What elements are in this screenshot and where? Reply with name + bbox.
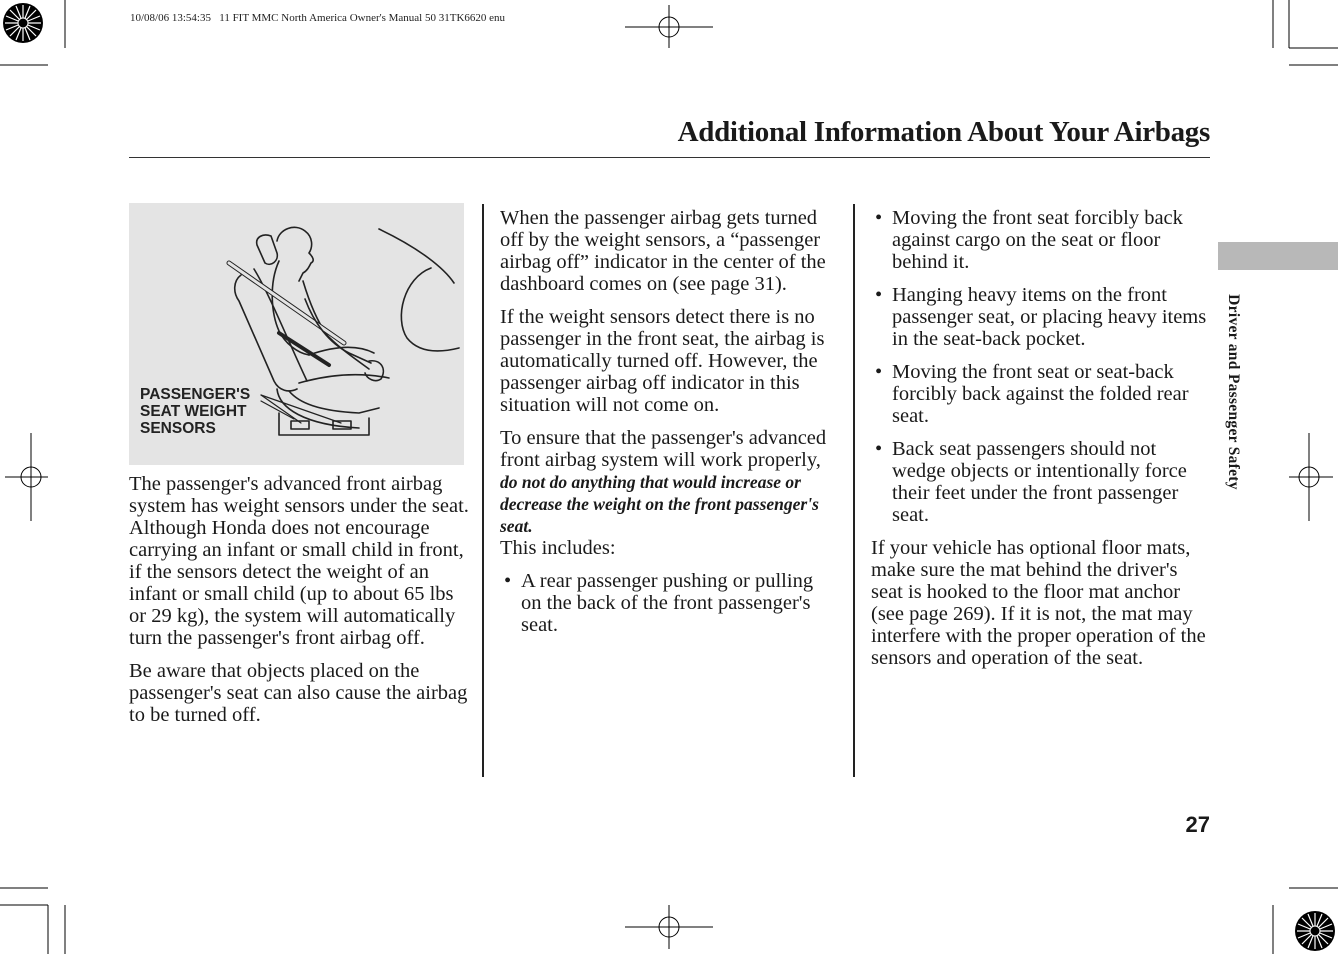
body-paragraph: If your vehicle has optional floor mats, make sure the mat behind the driver's seat is hooked to the floor mat anchor (see page 269). If it is not, the mat may interfere with the proper operation of the sensors and operation of the seat. xyxy=(871,537,1206,669)
body-paragraph: If the weight sensors detect there is no passenger in the front seat, the airbag is automatically turned off. However, the passenger airbag off indicator in this situation will not come on. xyxy=(500,306,825,416)
seat-sensor-illustration xyxy=(129,203,464,465)
bullet-icon: • xyxy=(504,570,512,592)
print-job-info: 10/08/06 13:54:35 11 FIT MMC North America Owner's Manual 50 31TK6620 enu xyxy=(130,12,506,24)
bullet-icon: • xyxy=(875,438,883,460)
list-item: • Moving the front seat or seat-back forcibly back against the folded rear seat. xyxy=(875,361,1189,427)
column-middle xyxy=(500,207,835,647)
column-left xyxy=(129,473,474,737)
warning-paragraph: To ensure that the passenger's advanced front airbag system will work properly, do not do anything that would increase or decrease the weight on the front passenger's seat. This includes: xyxy=(500,427,827,559)
column-right xyxy=(871,207,1213,680)
bullet-list xyxy=(500,570,835,636)
list-item: • Moving the front seat forcibly back against cargo on the seat or floor behind it. xyxy=(875,207,1183,273)
figure-label: PASSENGER'S SEAT WEIGHT SENSORS xyxy=(140,386,251,437)
bullet-icon: • xyxy=(875,284,883,306)
crosshair-icon xyxy=(5,433,48,521)
title-divider xyxy=(129,157,1210,158)
section-tab xyxy=(1218,242,1338,270)
bullet-icon: • xyxy=(875,361,883,383)
list-item: • A rear passenger pushing or pulling on the back of the front passenger's seat. xyxy=(504,570,814,636)
body-paragraph: Be aware that objects placed on the passenger's seat can also cause the airbag to be turned off. xyxy=(129,660,468,726)
body-paragraph: When the passenger airbag gets turned off by the weight sensors, a “passenger airbag off” indicator in the center of the dashboard comes on (see page 31). xyxy=(500,207,826,295)
section-tab-label: Driver and Passenger Safety xyxy=(1225,294,1242,490)
page-number: 27 xyxy=(1185,812,1210,837)
page-title: Additional Information About Your Airbags xyxy=(677,116,1210,148)
bullet-icon: • xyxy=(875,207,883,229)
crosshair-icon xyxy=(625,905,713,949)
crosshair-icon xyxy=(1289,433,1333,521)
emphasis-text: do not do anything that would increase or decrease the weight on the front passenger's seat. xyxy=(500,472,819,536)
crosshair-icon xyxy=(625,5,713,48)
body-paragraph: The passenger's advanced front airbag system has weight sensors under the seat. Although Honda does not encourage carrying an infant or small child in front, if the sensors detect the weight of an infant or small child (up to about 65 lbs or 29 kg), the system will automatically turn the passenger's front airbag off. xyxy=(129,473,469,649)
list-item: • Hanging heavy items on the front passenger seat, or placing heavy items in the seat-back pocket. xyxy=(875,284,1207,350)
column-divider xyxy=(853,204,855,777)
column-divider xyxy=(482,204,484,777)
bullet-list xyxy=(871,207,1213,526)
registration-target-icon xyxy=(1295,911,1335,951)
list-item: • Back seat passengers should not wedge objects or intentionally force their feet under the front passenger seat. xyxy=(875,438,1187,526)
registration-target-icon xyxy=(3,3,43,43)
